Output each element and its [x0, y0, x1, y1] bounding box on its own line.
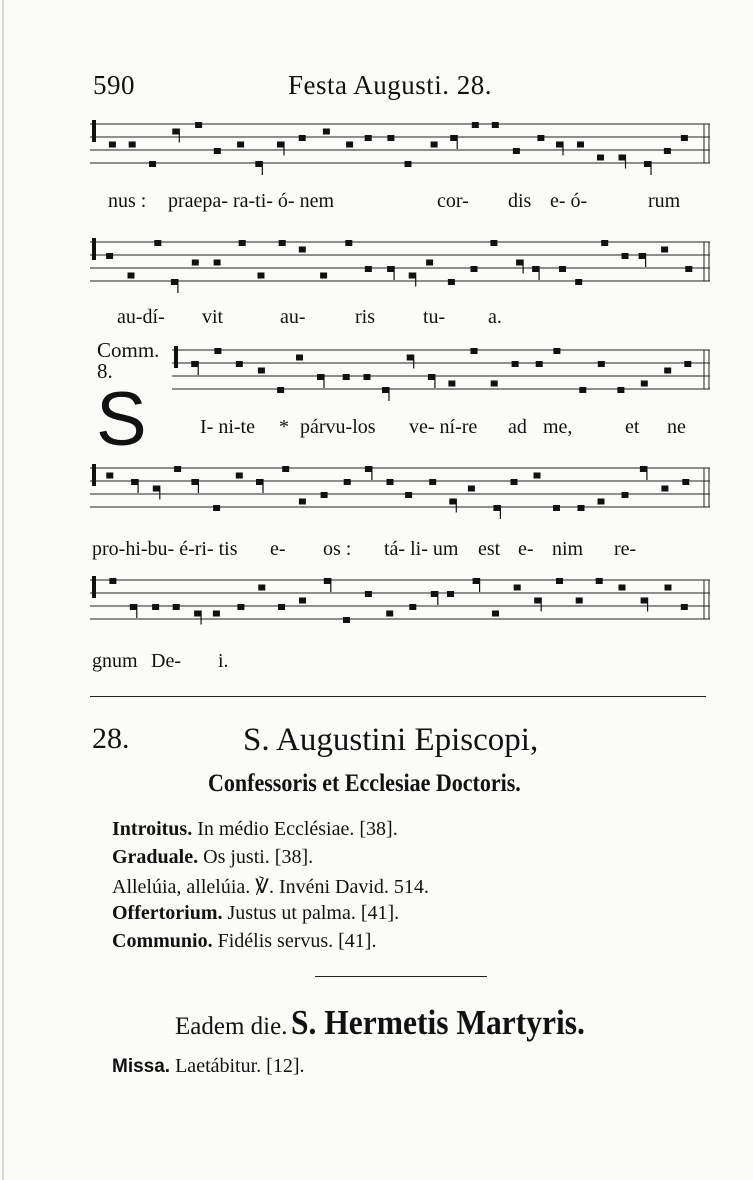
neume-note	[236, 473, 243, 479]
neume-note	[559, 266, 566, 272]
neume-note	[323, 129, 330, 135]
neume-note	[664, 148, 671, 154]
clef-mark	[174, 346, 178, 368]
neume-note	[324, 578, 331, 584]
neume-note	[365, 591, 372, 597]
clef-mark	[92, 238, 96, 260]
neume-note	[214, 348, 221, 354]
neume-note	[343, 374, 350, 380]
neume-note	[681, 604, 688, 610]
neume-note	[448, 381, 455, 387]
second-feast-title: S. Hermetis Martyris.	[291, 1003, 586, 1042]
neume-note	[579, 387, 586, 393]
clef-mark	[92, 120, 96, 142]
lyric-syllable: De-	[151, 650, 181, 672]
neume-note	[512, 361, 519, 367]
lyric-syllable: praepa- ra-ti- ó- nem	[168, 190, 335, 212]
neume-note	[601, 240, 608, 246]
neume-note	[255, 161, 262, 167]
neume-note	[448, 279, 455, 285]
neume-note	[407, 355, 414, 361]
neume-note	[409, 604, 416, 610]
proper-introitus	[112, 818, 398, 841]
neume-note	[491, 381, 498, 387]
neume-note	[173, 604, 180, 610]
lyric-syllable: rum	[648, 190, 681, 212]
neume-note	[576, 598, 583, 604]
feast-title: S. Augustini Episcopi,	[243, 722, 539, 758]
comm-label: Comm.	[97, 338, 160, 362]
neume-note	[237, 604, 244, 610]
neume-note	[194, 611, 201, 617]
neume-note	[639, 253, 646, 259]
neume-note	[513, 148, 520, 154]
neume-note	[644, 161, 651, 167]
neume-note	[534, 598, 541, 604]
neume-note	[617, 387, 624, 393]
neume-note	[364, 374, 371, 380]
proper-text: In médio Ecclésiae. [38].	[197, 818, 398, 840]
lyric-syllable: ris	[355, 306, 375, 328]
neume-note	[321, 492, 328, 498]
neume-note	[258, 273, 265, 279]
neume-note	[213, 505, 220, 511]
page-edge	[2, 0, 4, 1180]
neume-note	[214, 260, 221, 266]
neume-note	[382, 387, 389, 393]
lyric-syllable: et	[625, 416, 640, 438]
lyric-syllable: vit	[202, 306, 224, 328]
neume-note	[431, 591, 438, 597]
neume-note	[239, 240, 246, 246]
neume-note	[405, 492, 412, 498]
neume-note	[152, 604, 159, 610]
running-head: Festa Augusti. 28.	[288, 70, 493, 100]
neume-note	[277, 142, 284, 148]
proper-label: Communio.	[112, 930, 213, 952]
initial-letter: S	[96, 377, 147, 462]
neume-note	[598, 499, 605, 505]
neume-note	[320, 273, 327, 279]
neume-note	[282, 466, 289, 472]
neume-note	[471, 348, 478, 354]
section-divider	[90, 696, 706, 697]
lyric-syllable: *	[279, 416, 289, 438]
lyric-syllable: pro-hi-bu- é-ri- tis	[92, 538, 238, 560]
lyric-syllable: au-	[280, 306, 306, 328]
neume-note	[665, 585, 672, 591]
neume-note	[256, 479, 263, 485]
neume-note	[149, 161, 156, 167]
neume-note	[619, 585, 626, 591]
neume-note	[299, 499, 306, 505]
neume-note	[365, 135, 372, 141]
proper-text: Justus ut palma. [41].	[227, 902, 400, 924]
mode-number: 8.	[97, 359, 113, 383]
lyric-syllable: nim	[552, 538, 584, 560]
lyric-syllable: I- ni-te	[200, 416, 255, 438]
neume-note	[682, 479, 689, 485]
missa-text: Laetábitur. [12].	[175, 1055, 305, 1077]
neume-note	[661, 247, 668, 253]
neume-note	[191, 479, 198, 485]
lyric-syllable: e-	[518, 538, 534, 560]
proper-offertorium	[112, 902, 399, 925]
neume-note	[345, 240, 352, 246]
neume-note	[447, 591, 454, 597]
neume-note	[553, 348, 560, 354]
neume-note	[213, 611, 220, 617]
lyric-syllable: ve- ní-re	[409, 416, 478, 438]
neume-note	[471, 266, 478, 272]
neume-note	[664, 368, 671, 374]
clef-mark	[92, 576, 96, 598]
neume-note	[556, 578, 563, 584]
neume-note	[191, 361, 198, 367]
neume-note	[174, 466, 181, 472]
neume-note	[154, 240, 161, 246]
lyric-syllable: e- ó-	[550, 190, 588, 212]
neume-note	[468, 486, 475, 492]
neume-note	[365, 466, 372, 472]
neume-note	[516, 260, 523, 266]
neume-note	[426, 260, 433, 266]
neume-note	[109, 578, 116, 584]
neume-note	[493, 505, 500, 511]
neume-note	[278, 604, 285, 610]
neume-note	[387, 479, 394, 485]
neume-note	[428, 374, 435, 380]
chant-staff-5	[90, 574, 710, 628]
lyric-syllable: dis	[508, 190, 532, 212]
neume-note	[685, 266, 692, 272]
page-number: 590	[93, 70, 135, 100]
neume-note	[106, 473, 113, 479]
chant-staff-3	[172, 344, 710, 398]
neume-note	[536, 361, 543, 367]
neume-note	[172, 129, 179, 135]
neume-note	[537, 135, 544, 141]
neume-note	[450, 135, 457, 141]
neume-note	[492, 611, 499, 617]
neume-note	[598, 361, 605, 367]
chant-staff-4	[90, 462, 710, 516]
neume-note	[641, 381, 648, 387]
neume-note	[619, 155, 626, 161]
neume-note	[405, 161, 412, 167]
neume-note	[344, 479, 351, 485]
neume-note	[237, 142, 244, 148]
neume-note	[343, 617, 350, 623]
neume-note	[277, 387, 284, 393]
neume-note	[130, 604, 137, 610]
neume-note	[346, 142, 353, 148]
lyric-syllable: est	[478, 538, 501, 560]
proper-text: Allelúia, allelúia. ℣. Invéni David. 514.	[112, 876, 429, 898]
neume-note	[106, 253, 113, 259]
missa-line	[112, 1055, 305, 1078]
neume-note	[681, 135, 688, 141]
neume-note	[129, 142, 136, 148]
neume-note	[641, 598, 648, 604]
feast-number: 28.	[92, 722, 130, 755]
neume-note	[597, 155, 604, 161]
neume-note	[492, 122, 499, 128]
neume-note	[214, 148, 221, 154]
neume-note	[171, 279, 178, 285]
neume-note	[429, 479, 436, 485]
neume-note	[472, 122, 479, 128]
lyric-syllable: me,	[543, 416, 573, 438]
lyric-syllable: os :	[323, 538, 352, 560]
neume-note	[387, 135, 394, 141]
neume-note	[640, 466, 647, 472]
proper-alleluia	[112, 874, 429, 899]
neume-note	[556, 142, 563, 148]
lyric-syllable: ne	[667, 416, 686, 438]
lyric-syllable: tu-	[423, 306, 446, 328]
neume-note	[575, 279, 582, 285]
neume-note	[109, 142, 116, 148]
feast-subtitle: Confessoris et Ecclesiae Doctoris.	[208, 770, 521, 797]
neume-note	[449, 499, 456, 505]
second-feast-heading	[175, 1003, 618, 1043]
neume-note	[534, 473, 541, 479]
lyric-syllable: cor-	[437, 190, 469, 212]
lyric-syllable: tá- li- um	[384, 538, 459, 560]
clef-mark	[92, 464, 96, 486]
lyric-syllable: a.	[488, 306, 502, 328]
neume-note	[553, 505, 560, 511]
neume-note	[258, 368, 265, 374]
eadem-die: Eadem die.	[175, 1013, 288, 1040]
neume-note	[195, 122, 202, 128]
proper-text: Fidélis servus. [41].	[217, 930, 377, 952]
lyric-syllable: e-	[270, 538, 286, 560]
neume-note	[299, 135, 306, 141]
proper-label: Offertorium.	[112, 902, 223, 924]
neume-note	[317, 374, 324, 380]
lyric-syllable: ad	[508, 416, 527, 438]
neume-note	[279, 240, 286, 246]
neume-note	[532, 266, 539, 272]
neume-note	[365, 266, 372, 272]
lyric-syllable: i.	[218, 650, 229, 672]
neume-note	[153, 486, 160, 492]
proper-label: Introitus.	[112, 818, 193, 840]
communion-label	[97, 340, 159, 382]
neume-note	[511, 479, 518, 485]
neume-note	[577, 142, 584, 148]
lyric-syllable: au-dí-	[117, 306, 165, 328]
short-divider	[315, 976, 487, 977]
proper-graduale	[112, 846, 313, 869]
neume-note	[684, 361, 691, 367]
neume-note	[296, 355, 303, 361]
lyric-syllable: gnum	[92, 650, 138, 672]
proper-text: Os justi. [38].	[203, 846, 314, 868]
neume-note	[258, 585, 265, 591]
neume-note	[661, 486, 668, 492]
chant-staff-2	[90, 236, 710, 290]
neume-note	[386, 611, 393, 617]
neume-note	[431, 142, 438, 148]
proper-communio	[112, 930, 376, 953]
neume-note	[596, 578, 603, 584]
proper-label: Graduale.	[112, 846, 199, 868]
neume-note	[578, 505, 585, 511]
chant-staff-1	[90, 118, 710, 172]
lyric-syllable: párvu-los	[300, 416, 376, 438]
neume-note	[236, 361, 243, 367]
neume-note	[192, 260, 199, 266]
missa-label: Missa.	[112, 1056, 171, 1077]
neume-note	[490, 240, 497, 246]
neume-note	[387, 266, 394, 272]
neume-note	[622, 492, 629, 498]
lyric-syllable: re-	[614, 538, 637, 560]
lyric-syllable: nus :	[108, 190, 147, 212]
neume-note	[299, 247, 306, 253]
neume-note	[514, 585, 521, 591]
neume-note	[299, 598, 306, 604]
neume-note	[622, 253, 629, 259]
neume-note	[131, 479, 138, 485]
neume-note	[409, 273, 416, 279]
neume-note	[473, 578, 480, 584]
neume-note	[128, 273, 135, 279]
